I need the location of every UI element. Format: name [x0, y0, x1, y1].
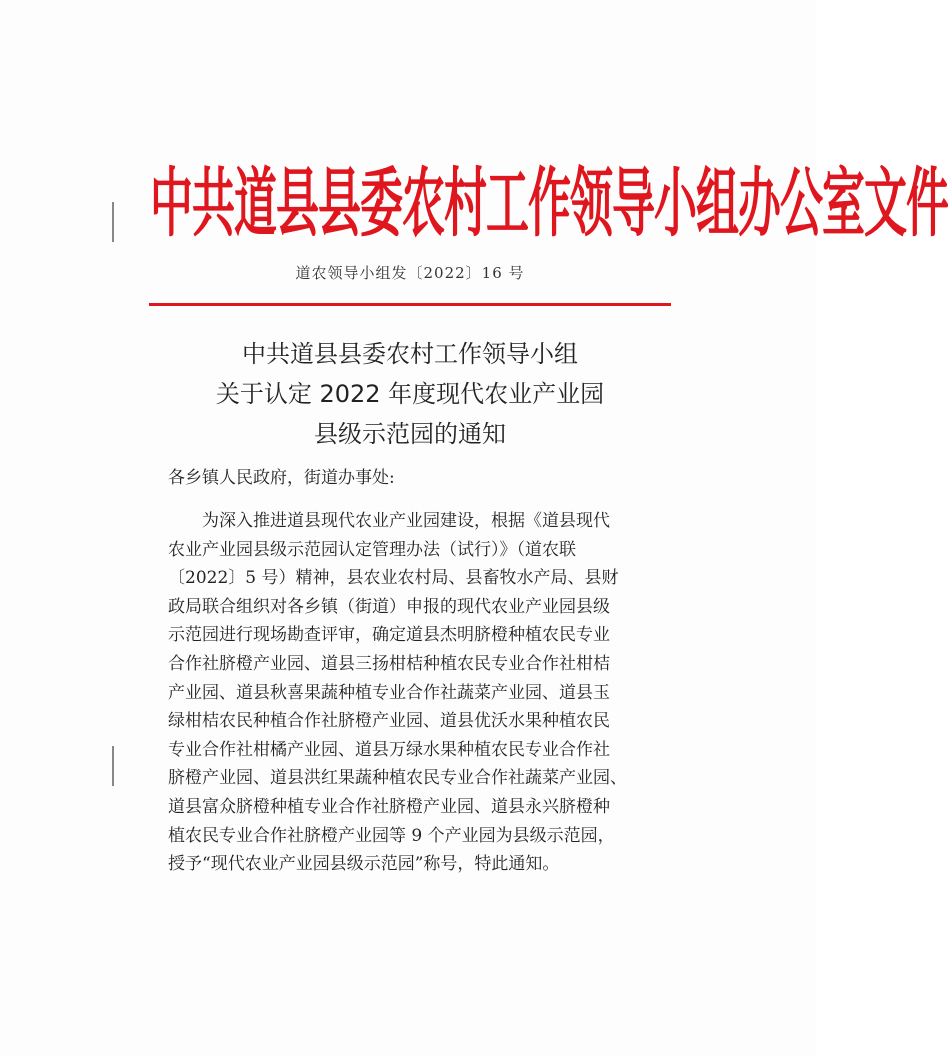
body-line: 政局联合组织对各乡镇（街道）申报的现代农业产业园县级	[168, 596, 610, 617]
title-line: 县级示范园的通知	[314, 420, 506, 448]
scan-margin-mark-top	[112, 202, 114, 242]
body-line: 合作社脐橙产业园、道县三扬柑桔种植农民专业合作社柑桔	[168, 653, 610, 674]
body-line: 〔2022〕5 号）精神，县农业农村局、县畜牧水产局、县财	[168, 568, 619, 589]
body-line: 产业园、道县秋喜果蔬种植专业合作社蔬菜产业园、道县玉	[168, 682, 610, 703]
document-body	[168, 507, 658, 879]
document-title	[150, 334, 670, 454]
body-line: 专业合作社柑橘产业园、道县万绿水果种植农民专业合作社	[168, 739, 610, 760]
body-line: 脐橙产业园、道县洪红果蔬种植农民专业合作社蔬菜产业园、	[168, 768, 627, 789]
red-divider-line	[149, 303, 671, 306]
body-line: 为深入推进道县现代农业产业园建设，根据《道县现代	[202, 511, 610, 531]
document-number: 道农领导小组发〔2022〕16 号	[295, 264, 525, 282]
body-line: 授予“现代农业产业园县级示范园”称号，特此通知。	[168, 854, 560, 875]
document-masthead: 中共道县县委农村工作领导小组办公室文件	[150, 160, 948, 248]
body-line: 植农民专业合作社脐橙产业园等 9 个产业园为县级示范园，	[168, 825, 615, 846]
body-line: 示范园进行现场勘查评审，确定道县杰明脐橙种植农民专业	[168, 625, 610, 646]
salutation: 各乡镇人民政府，街道办事处:	[168, 468, 395, 488]
scan-margin-mark-bottom	[112, 746, 114, 786]
title-line: 关于认定 2022 年度现代农业产业园	[215, 380, 605, 408]
body-line: 农业产业园县级示范园认定管理办法（试行）》（道农联	[168, 539, 576, 560]
title-line: 中共道县县委农村工作领导小组	[242, 340, 578, 368]
body-line: 道县富众脐橙种植专业合作社脐橙产业园、道县永兴脐橙种	[168, 796, 610, 817]
body-line: 绿柑桔农民种植合作社脐橙产业园、道县优沃水果种植农民	[168, 711, 610, 732]
